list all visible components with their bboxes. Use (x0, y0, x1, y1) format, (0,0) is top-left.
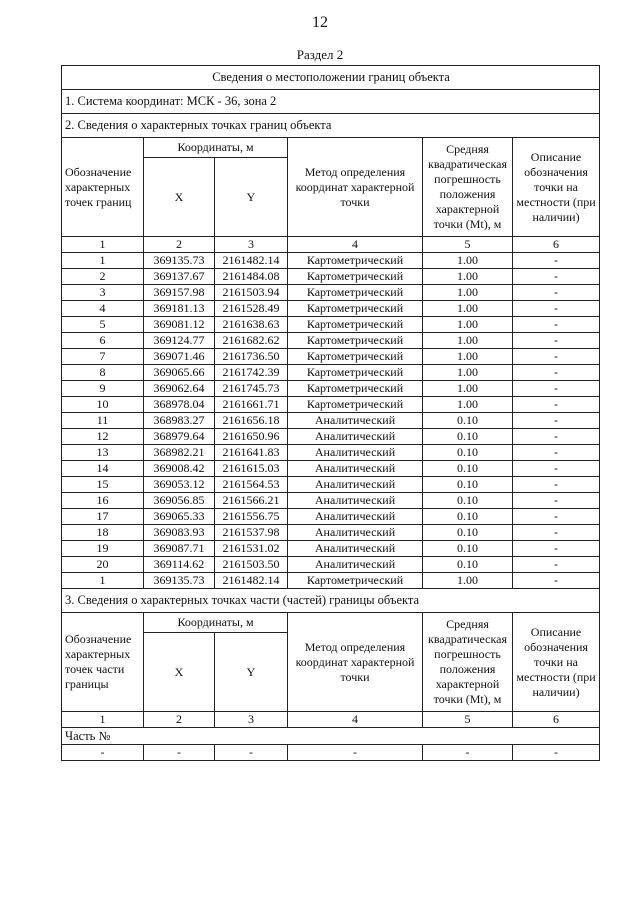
point-method: Аналитический (288, 493, 423, 509)
point-error: 0.10 (423, 429, 513, 445)
table-row (62, 301, 600, 317)
point-y: 2161564.53 (215, 477, 288, 493)
point-method: Картометрический (288, 301, 423, 317)
column-number: 1 (62, 712, 144, 728)
point-x: 369114.62 (144, 557, 215, 573)
point-method: Аналитический (288, 413, 423, 429)
point-x: 369065.66 (144, 365, 215, 381)
header-method-2: Метод определения координат характерной точки (288, 613, 423, 712)
header-error-2: Средняя квадратическая погрешность положения характерной точки (Mt), м (423, 613, 513, 712)
point-number: 18 (62, 525, 144, 541)
column-numbers-row (62, 237, 600, 253)
point-error: 1.00 (423, 285, 513, 301)
table-row (62, 493, 600, 509)
point-number: 17 (62, 509, 144, 525)
column-number: 3 (215, 712, 288, 728)
point-error: 0.10 (423, 509, 513, 525)
point-x: 368978.04 (144, 397, 215, 413)
point-number: 16 (62, 493, 144, 509)
table-row (62, 285, 600, 301)
point-description: - (513, 301, 600, 317)
point-method: Картометрический (288, 381, 423, 397)
point-method: Аналитический (288, 541, 423, 557)
header-x: X (144, 158, 215, 237)
point-error: 0.10 (423, 525, 513, 541)
header-error: Средняя квадратическая погрешность положения характерной точки (Mt), м (423, 138, 513, 237)
point-description: - (513, 509, 600, 525)
point-method: Картометрический (288, 365, 423, 381)
point-description: - (513, 349, 600, 365)
column-number: 2 (144, 712, 215, 728)
point-description: - (513, 413, 600, 429)
point-y: 2161682.62 (215, 333, 288, 349)
header-description: Описание обозначения точки на местности (при наличии) (513, 138, 600, 237)
point-number: 9 (62, 381, 144, 397)
table-row (62, 461, 600, 477)
point-x: 369065.33 (144, 509, 215, 525)
point-error: 0.10 (423, 445, 513, 461)
point-x: 369053.12 (144, 477, 215, 493)
table-row (62, 269, 600, 285)
table-row (62, 381, 600, 397)
point-y: 2161503.94 (215, 285, 288, 301)
point-error: 0.10 (423, 413, 513, 429)
point-method: Картометрический (288, 333, 423, 349)
point-number: 14 (62, 461, 144, 477)
table-row (62, 317, 600, 333)
point-x: 369062.64 (144, 381, 215, 397)
point-x: 368982.21 (144, 445, 215, 461)
column-number: 4 (288, 712, 423, 728)
point-error: 0.10 (423, 477, 513, 493)
point-error: 1.00 (423, 269, 513, 285)
table-row (62, 525, 600, 541)
column-number: 6 (513, 237, 600, 253)
section2-title: 2. Сведения о характерных точках границ объекта (62, 114, 600, 138)
point-description: - (513, 477, 600, 493)
point-description: - (513, 285, 600, 301)
point-y: 2161528.49 (215, 301, 288, 317)
table-row (62, 349, 600, 365)
point-number: 10 (62, 397, 144, 413)
header-y-2: Y (215, 633, 288, 712)
point-y: 2161482.14 (215, 253, 288, 269)
header-coordinates-2: Координаты, м (144, 613, 288, 633)
point-error: 1.00 (423, 349, 513, 365)
point-method: Картометрический (288, 285, 423, 301)
point-description: - (513, 525, 600, 541)
column-numbers-row-2 (62, 712, 600, 728)
header-coordinates: Координаты, м (144, 138, 288, 158)
column-number: 4 (288, 237, 423, 253)
point-error: 1.00 (423, 365, 513, 381)
page-number: 12 (312, 14, 328, 31)
table-row (62, 365, 600, 381)
table-row (62, 477, 600, 493)
part-cell: - (215, 745, 288, 761)
point-y: 2161484.08 (215, 269, 288, 285)
point-description: - (513, 461, 600, 477)
point-y: 2161638.63 (215, 317, 288, 333)
point-description: - (513, 269, 600, 285)
column-number: 2 (144, 237, 215, 253)
point-number: 15 (62, 477, 144, 493)
header-designation-part: Обозначение характерных точек части границы (62, 613, 144, 712)
point-y: 2161742.39 (215, 365, 288, 381)
point-number: 3 (62, 285, 144, 301)
coord-system: 1. Система координат: МСК - 36, зона 2 (62, 90, 600, 114)
point-y: 2161650.96 (215, 429, 288, 445)
point-error: 1.00 (423, 317, 513, 333)
point-error: 0.10 (423, 493, 513, 509)
point-description: - (513, 381, 600, 397)
header-designation: Обозначение характерных точек границ (62, 138, 144, 237)
point-method: Картометрический (288, 253, 423, 269)
point-x: 369124.77 (144, 333, 215, 349)
point-number: 12 (62, 429, 144, 445)
point-x: 369071.46 (144, 349, 215, 365)
point-x: 369081.12 (144, 317, 215, 333)
column-number: 6 (513, 712, 600, 728)
point-method: Аналитический (288, 461, 423, 477)
section-title: Раздел 2 (296, 47, 344, 62)
point-description: - (513, 317, 600, 333)
point-description: - (513, 365, 600, 381)
point-y: 2161615.03 (215, 461, 288, 477)
point-error: 1.00 (423, 381, 513, 397)
part-row (62, 745, 600, 761)
point-number: 1 (62, 573, 144, 589)
point-description: - (513, 557, 600, 573)
point-method: Картометрический (288, 349, 423, 365)
table-row (62, 541, 600, 557)
point-description: - (513, 493, 600, 509)
point-number: 7 (62, 349, 144, 365)
part-cell: - (144, 745, 215, 761)
table-row (62, 413, 600, 429)
column-number: 3 (215, 237, 288, 253)
table-row (62, 333, 600, 349)
header-method: Метод определения координат характерной точки (288, 138, 423, 237)
point-description: - (513, 397, 600, 413)
point-number: 13 (62, 445, 144, 461)
point-method: Картометрический (288, 317, 423, 333)
point-y: 2161531.02 (215, 541, 288, 557)
point-y: 2161745.73 (215, 381, 288, 397)
part-cell: - (62, 745, 144, 761)
boundary-table (61, 65, 600, 761)
point-error: 1.00 (423, 333, 513, 349)
point-method: Аналитический (288, 429, 423, 445)
point-method: Аналитический (288, 509, 423, 525)
point-x: 369056.85 (144, 493, 215, 509)
point-method: Картометрический (288, 397, 423, 413)
table-title: Сведения о местоположении границ объекта (62, 66, 600, 90)
point-method: Картометрический (288, 269, 423, 285)
header-x-2: X (144, 633, 215, 712)
point-x: 369181.13 (144, 301, 215, 317)
point-error: 1.00 (423, 573, 513, 589)
point-error: 0.10 (423, 461, 513, 477)
point-y: 2161656.18 (215, 413, 288, 429)
point-number: 6 (62, 333, 144, 349)
header-description-2: Описание обозначения точки на местности (при наличии) (513, 613, 600, 712)
point-number: 19 (62, 541, 144, 557)
part-cell: - (513, 745, 600, 761)
column-number: 1 (62, 237, 144, 253)
table-row (62, 573, 600, 589)
part-cell: - (288, 745, 423, 761)
point-number: 1 (62, 253, 144, 269)
table-row (62, 445, 600, 461)
column-number: 5 (423, 712, 513, 728)
point-x: 368979.64 (144, 429, 215, 445)
point-y: 2161556.75 (215, 509, 288, 525)
point-y: 2161503.50 (215, 557, 288, 573)
part-label: Часть № (62, 728, 600, 745)
point-error: 1.00 (423, 397, 513, 413)
point-error: 1.00 (423, 253, 513, 269)
point-y: 2161537.98 (215, 525, 288, 541)
table-row (62, 509, 600, 525)
point-x: 369087.71 (144, 541, 215, 557)
point-x: 369137.67 (144, 269, 215, 285)
table-row (62, 397, 600, 413)
point-x: 369157.98 (144, 285, 215, 301)
section3-title: 3. Сведения о характерных точках части (частей) границы объекта (62, 589, 600, 613)
table-row (62, 253, 600, 269)
point-error: 0.10 (423, 557, 513, 573)
point-error: 0.10 (423, 541, 513, 557)
point-error: 1.00 (423, 301, 513, 317)
point-x: 369135.73 (144, 253, 215, 269)
point-x: 369008.42 (144, 461, 215, 477)
point-description: - (513, 445, 600, 461)
header-y: Y (215, 158, 288, 237)
point-method: Картометрический (288, 573, 423, 589)
table-row (62, 429, 600, 445)
point-description: - (513, 333, 600, 349)
point-method: Аналитический (288, 525, 423, 541)
point-y: 2161566.21 (215, 493, 288, 509)
point-number: 11 (62, 413, 144, 429)
point-y: 2161661.71 (215, 397, 288, 413)
point-x: 369135.73 (144, 573, 215, 589)
point-number: 4 (62, 301, 144, 317)
point-number: 20 (62, 557, 144, 573)
column-number: 5 (423, 237, 513, 253)
point-number: 5 (62, 317, 144, 333)
point-number: 8 (62, 365, 144, 381)
point-description: - (513, 253, 600, 269)
point-y: 2161641.83 (215, 445, 288, 461)
point-x: 369083.93 (144, 525, 215, 541)
point-y: 2161736.50 (215, 349, 288, 365)
point-x: 368983.27 (144, 413, 215, 429)
point-description: - (513, 573, 600, 589)
point-description: - (513, 429, 600, 445)
point-y: 2161482.14 (215, 573, 288, 589)
point-method: Аналитический (288, 557, 423, 573)
point-description: - (513, 541, 600, 557)
point-method: Аналитический (288, 445, 423, 461)
table-row (62, 557, 600, 573)
part-cell: - (423, 745, 513, 761)
point-number: 2 (62, 269, 144, 285)
point-method: Аналитический (288, 477, 423, 493)
